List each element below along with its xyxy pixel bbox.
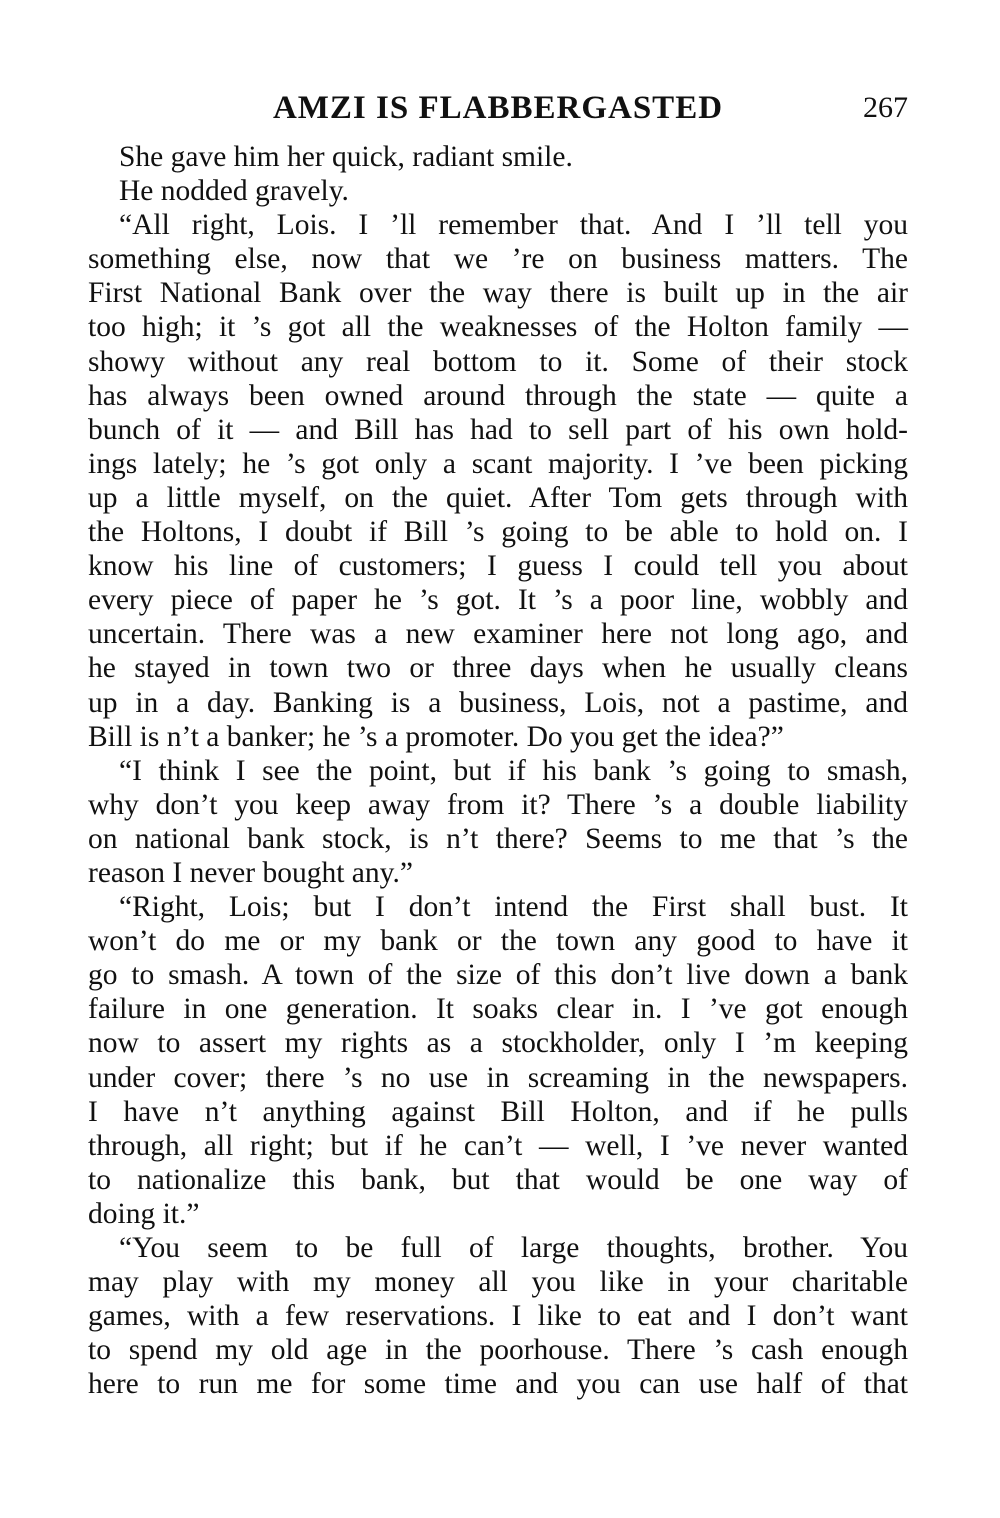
text-line: up in a day. Banking is a business, Lois, not a pastime, and (88, 686, 908, 719)
text-line: bunch of it — and Bill has had to sell part of his own hold- (88, 413, 908, 446)
page-number: 267 (863, 91, 908, 124)
text-line: games, with a few reservations. I like to eat and I don’t want (88, 1300, 908, 1333)
text-line: He nodded gravely. (119, 175, 349, 208)
text-line: “Right, Lois; but I don’t intend the First shall bust. It (119, 891, 908, 924)
text-line: “You seem to be full of large thoughts, brother. You (119, 1232, 908, 1264)
text-line: Bill is n’t a banker; he ’s a promoter. Do you get the idea?” (88, 720, 784, 753)
text-line: “All right, Lois. I ’ll remember that. And I ’ll tell you (119, 209, 908, 242)
text-line: uncertain. There was a new examiner here not long ago, and (88, 618, 908, 651)
text-line: doing it.” (88, 1197, 200, 1230)
text-line: know his line of customers; I guess I could tell you about (88, 550, 908, 583)
text-line: reason I never bought any.” (88, 856, 413, 889)
text-line: to spend my old age in the poorhouse. There ’s cash enough (88, 1334, 908, 1367)
text-line: go to smash. A town of the size of this don’t live down a bank (88, 959, 908, 992)
text-line: up a little myself, on the quiet. After Tom gets through with (88, 481, 908, 514)
text-line: now to assert my rights as a stockholder, only I ’m keeping (88, 1027, 908, 1060)
text-line: every piece of paper he ’s got. It ’s a poor line, wobbly and (88, 584, 908, 617)
body-text (88, 140, 908, 1401)
text-line: First National Bank over the way there is built up in the air (88, 277, 908, 310)
text-line: to nationalize this bank, but that would be one way of (88, 1163, 908, 1196)
text-line: failure in one generation. It soaks clear in. I ’ve got enough (88, 993, 908, 1026)
text-line: here to run me for some time and you can use half of that (88, 1368, 908, 1401)
text-line: he stayed in town two or three days when he usually cleans (88, 652, 908, 685)
text-line: She gave him her quick, radiant smile. (119, 141, 573, 173)
text-line: why don’t you keep away from it? There ’s a double liability (88, 788, 908, 821)
text-line: won’t do me or my bank or the town any good to have it (88, 925, 908, 958)
text-line: under cover; there ’s no use in screaming in the newspapers. (88, 1061, 908, 1094)
text-line: the Holtons, I doubt if Bill ’s going to be able to hold on. I (88, 516, 908, 549)
page-header (88, 86, 908, 130)
text-line: on national bank stock, is n’t there? Seems to me that ’s the (88, 822, 908, 855)
text-line: may play with my money all you like in your charitable (88, 1266, 908, 1299)
text-line: I have n’t anything against Bill Holton, and if he pulls (88, 1095, 908, 1128)
text-line: has always been owned around through the state — quite a (88, 379, 908, 412)
text-line: something else, now that we ’re on business matters. The (88, 243, 908, 276)
text-line: too high; it ’s got all the weaknesses of the Holton family — (88, 311, 908, 344)
text-line: “I think I see the point, but if his bank ’s going to smash, (119, 754, 908, 787)
running-title: AMZI IS FLABBERGASTED (272, 90, 724, 126)
text-line: showy without any real bottom to it. Some of their stock (88, 345, 908, 378)
text-line: through, all right; but if he can’t — well, I ’ve never wanted (88, 1129, 908, 1162)
text-line: ings lately; he ’s got only a scant majority. I ’ve been picking (88, 447, 908, 480)
